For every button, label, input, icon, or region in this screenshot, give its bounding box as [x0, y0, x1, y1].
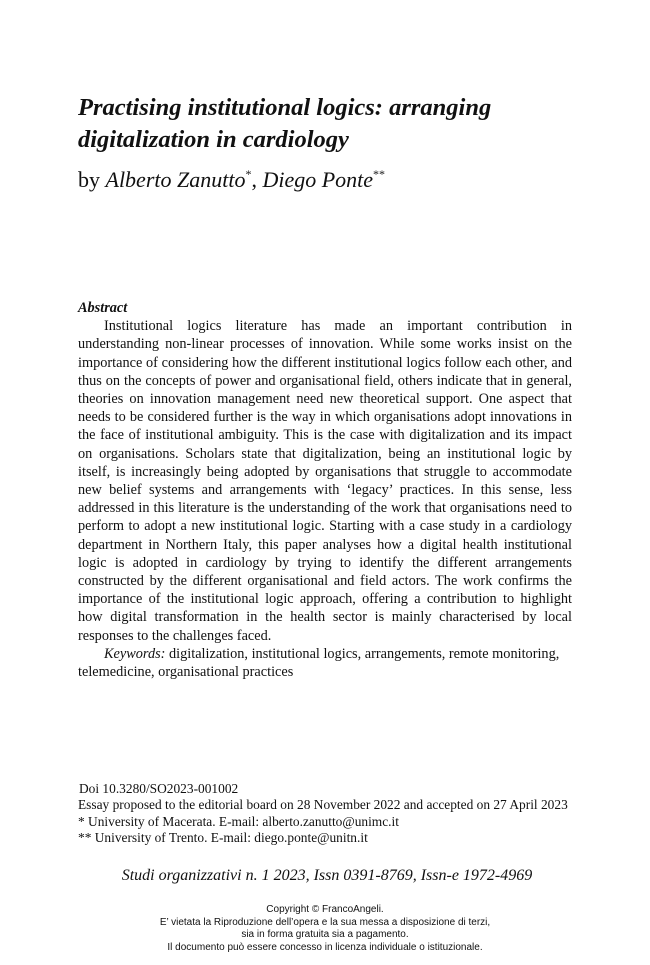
- affiliation-2: ** University of Trento. E-mail: diego.ponte@unitn.it: [78, 830, 368, 846]
- byline-by: by: [78, 167, 100, 192]
- author-name-2: Diego Ponte: [262, 167, 374, 192]
- doi: Doi 10.3280/SO2023-001002: [79, 781, 239, 796]
- footnotes: [78, 781, 578, 847]
- abstract-section: [78, 299, 572, 681]
- copyright-notice: [0, 904, 650, 954]
- copyright-line-1: Copyright © FrancoAngeli.: [266, 904, 384, 915]
- author-name-1: Alberto Zanutto: [105, 167, 246, 192]
- keywords-list: digitalization, institutional logics, arrangements, remote monitoring, telemedicine, organisational practices: [78, 645, 560, 681]
- submission-note: Essay proposed to the editorial board on 28 November 2022 and accepted on 27 April 2023: [78, 797, 568, 813]
- author-separator: ,: [251, 167, 263, 192]
- copyright-line-2: E’ vietata la Riproduzione dell’opera e la sua messa a disposizione di terzi,: [159, 916, 491, 928]
- abstract-heading: Abstract: [78, 300, 128, 316]
- author-byline: [78, 166, 385, 194]
- abstract-body: Institutional logics literature has made an important contribution in understanding non-linear processes of innovation. While some works insist on the importance of considering how the different institutional logics follow each other, and thus on the concepts of power and organisational field, others indicate that in general, theories on innovation management need new theoretical support. One aspect that needs to be considered further is the way in which organisations adopt innovations in the face of institutional ambiguity. This is the case with digitalization and its impact on organisations. Scholars state that digitalization, being an institutional logic by itself, is increasingly being adopted by organisations that struggle to accommodate new belief systems and arrangements with ‘legacy’ practices. In this sense, less addressed in this literature is the understanding of the work that organisations need to perform to adopt a new institutional logic. Starting with a case study in a cardiology department in Northern Italy, this paper analyses how a digital health institutional logic is adopted in cardiology by trying to identify the different arrangements constructed by the different organisational and field actors. The work confirms the importance of the institutional logic approach, offering a contribution to highlight how digital transformation in the health sector is mainly characterised by local responses to the challenges faced.: [78, 318, 572, 644]
- journal-citation: Studi organizzativi n. 1 2023, Issn 0391-8769, Issn-e 1972-4969: [121, 867, 533, 884]
- affiliation-1: * University of Macerata. E-mail: alberto.zanutto@unimc.it: [78, 813, 399, 829]
- title-line-1: Practising institutional logics: arranging: [78, 94, 492, 121]
- copyright-line-4: Il documento può essere concesso in licenza individuale o istituzionale.: [167, 941, 483, 953]
- keywords-label: Keywords:: [104, 645, 166, 662]
- copyright-line-3: sia in forma gratuita sia a pagamento.: [241, 929, 409, 940]
- author-mark-1: *: [245, 167, 252, 181]
- article-title: [78, 92, 578, 156]
- author-mark-2: **: [373, 167, 386, 181]
- keywords: [78, 645, 572, 681]
- title-line-2: digitalization in cardiology: [78, 126, 349, 153]
